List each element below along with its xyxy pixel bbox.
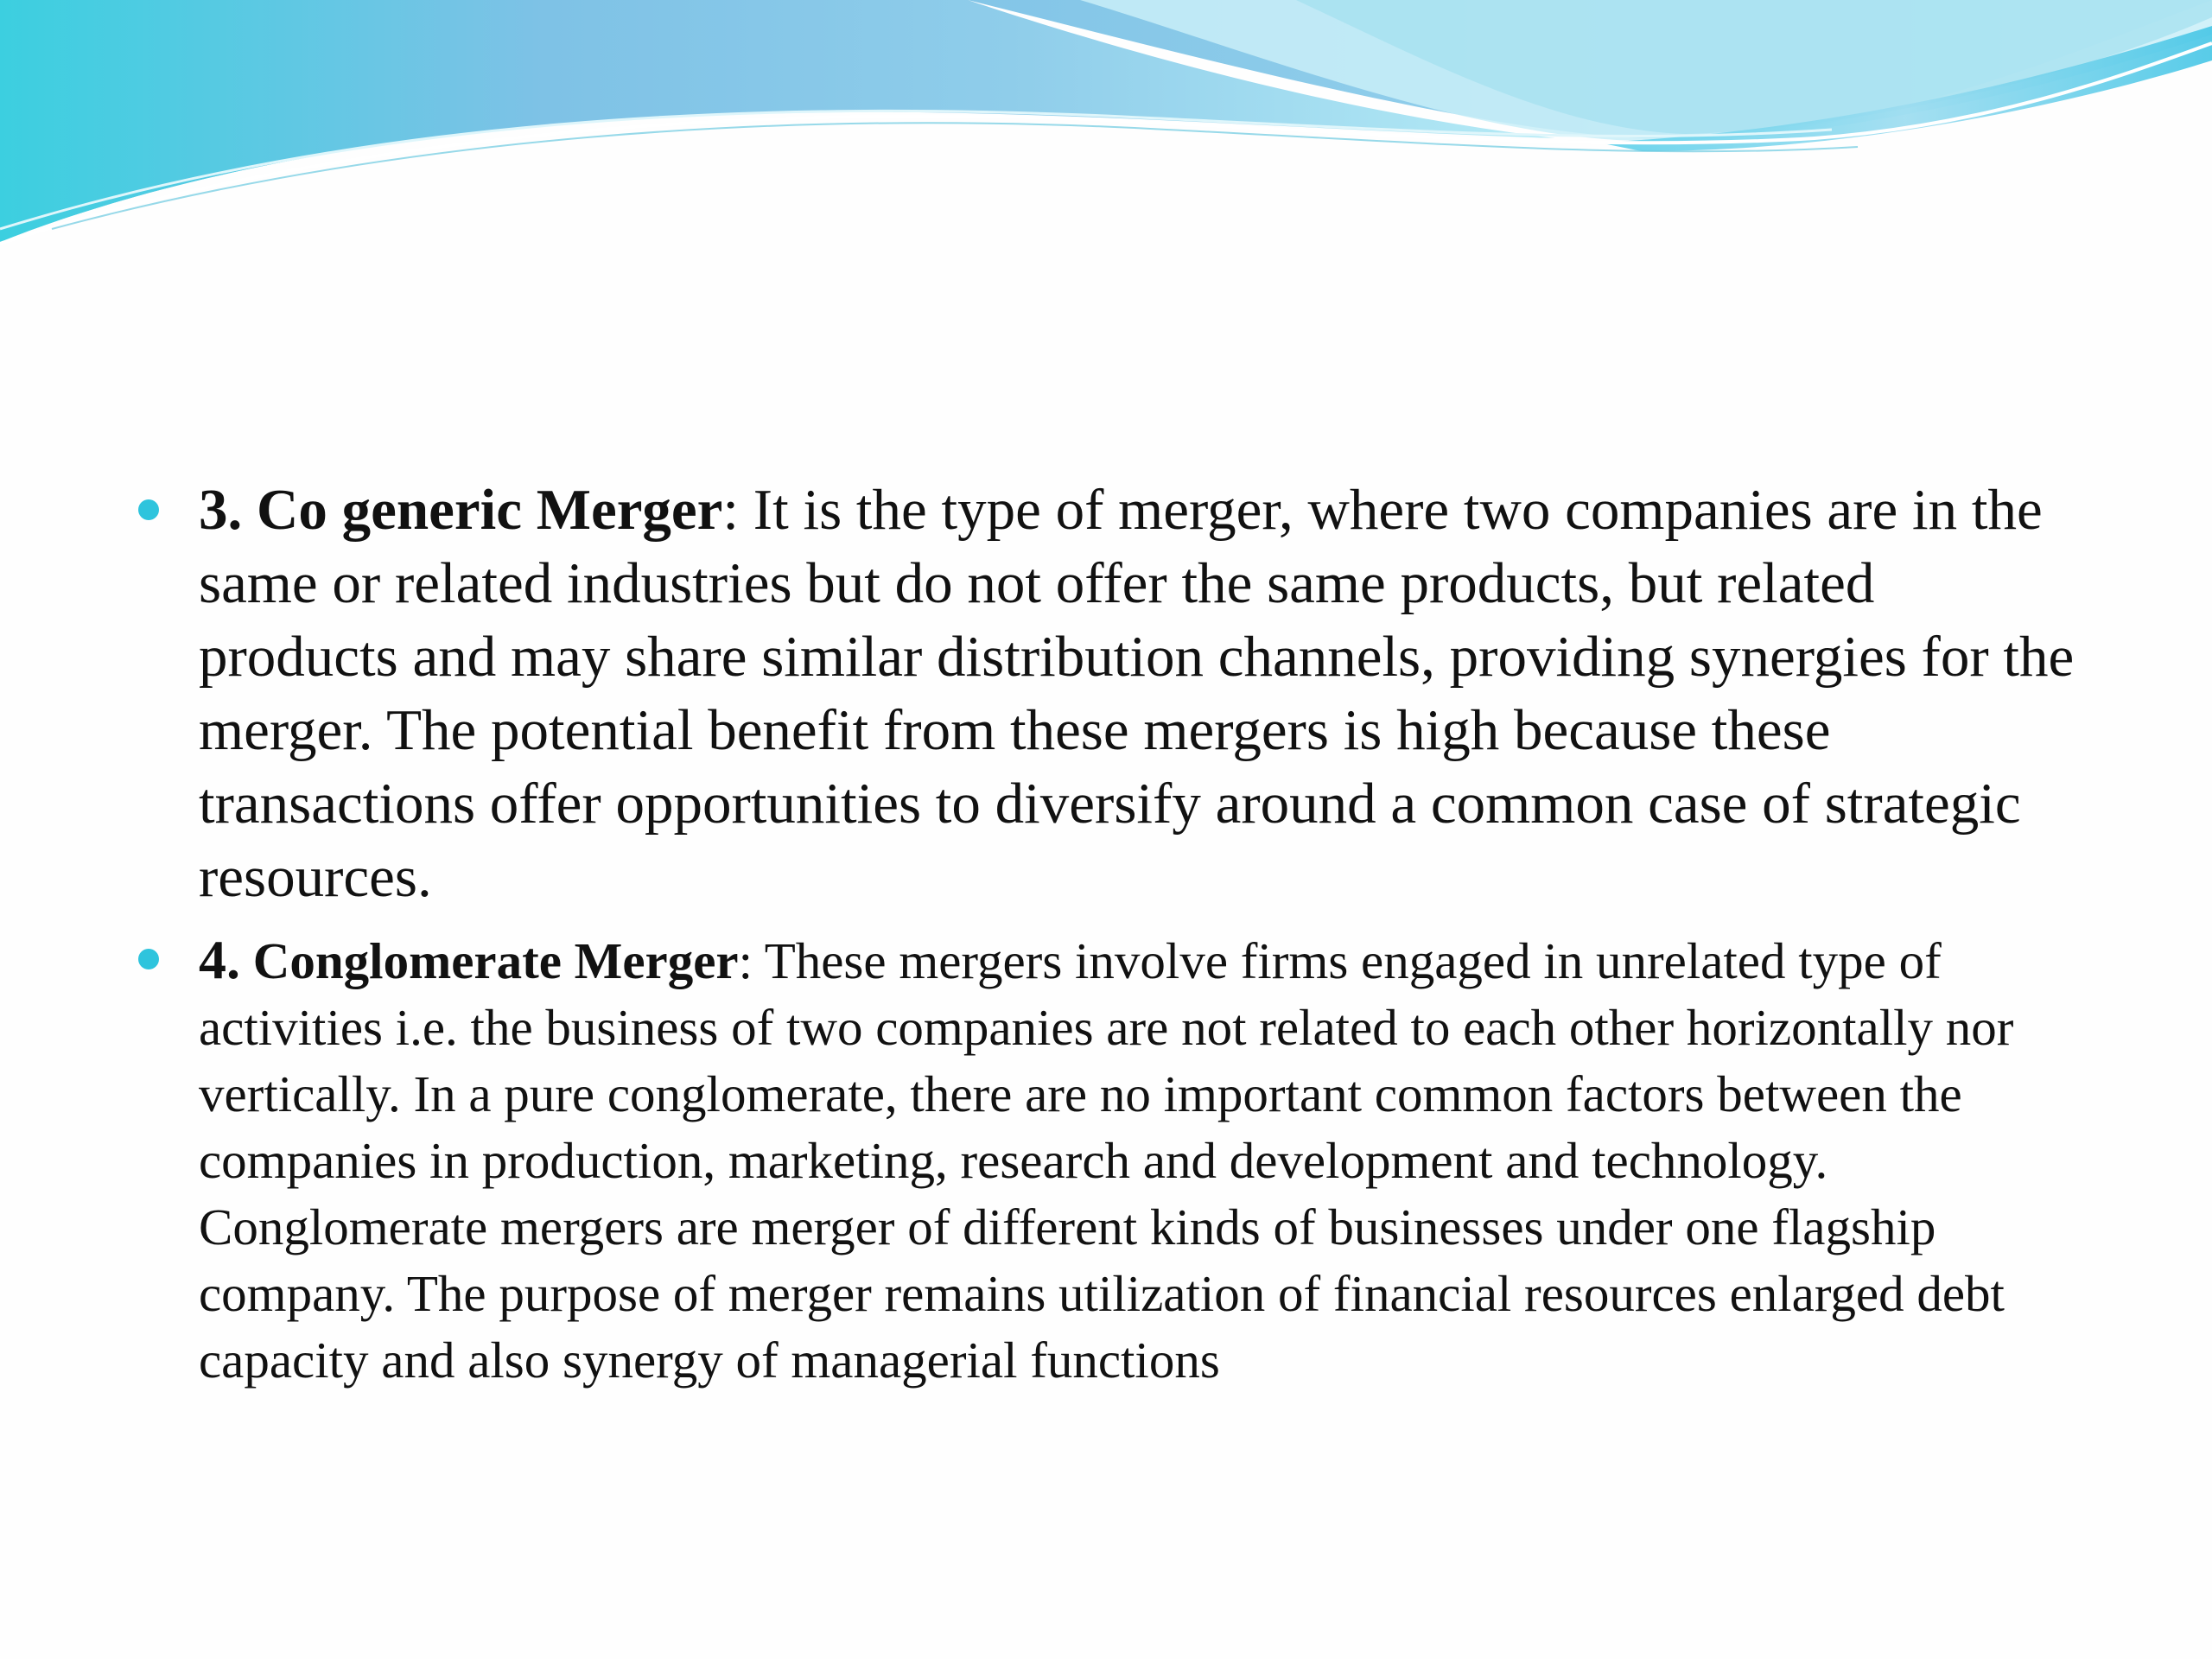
bullet-separator: : bbox=[738, 932, 753, 989]
bullet-term-label: Conglomerate Merger bbox=[252, 932, 739, 989]
bullet-term-label: Co generic Merger bbox=[257, 478, 723, 542]
bullet-separator: : bbox=[722, 478, 740, 542]
bullet-dot-icon bbox=[138, 499, 159, 520]
bullet-item-conglomerate-merger bbox=[130, 926, 2082, 1394]
bullet-dot-icon bbox=[138, 949, 159, 969]
bullet-text: It is the type of merger, where two companies are in the same or related industries but do not offer the same products, but related products and may share similar distribution channels, providing synergies for the merger. The potential benefit from these mergers is high because these transactions offer opportunities to diversify around a common case of strategic resources. bbox=[199, 478, 2075, 909]
bullet-term bbox=[199, 929, 739, 990]
bullet-term bbox=[199, 478, 722, 542]
bullet-number: 3. bbox=[199, 478, 243, 542]
bullet-text: These mergers involve firms engaged in unrelated type of activities i.e. the business of two companies are not related to each other horizontally nor vertically. In a pure conglomerate, there are no important common factors between the companies in production, marketing, research and development and technology. Conglomerate mergers are merger of different kinds of businesses under one flagship company. The purpose of merger remains utilization of financial resources enlarged debt capacity and also synergy of managerial functions bbox=[199, 932, 2014, 1389]
bullet-number: 4. bbox=[199, 929, 240, 990]
bullet-list bbox=[130, 474, 2082, 1394]
bullet-item-cogeneric-merger bbox=[130, 474, 2082, 914]
header-wave-decoration bbox=[0, 0, 2212, 259]
